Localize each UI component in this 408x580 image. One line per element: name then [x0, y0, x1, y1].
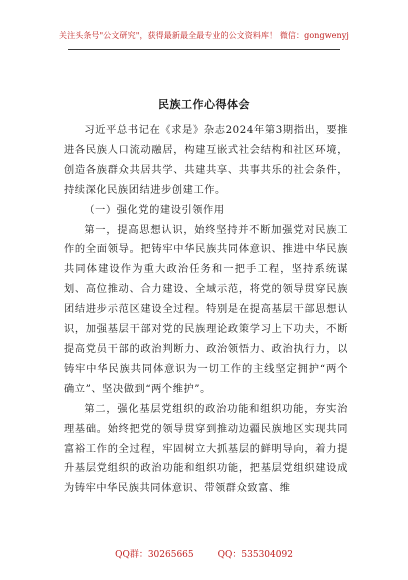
body-paragraph-second: 第二，强化基层党组织的政治功能和组织功能，夯实治理基础。始终把党的领导贯穿到推动边疆民族地区实现共同富裕工作的全过程，牢固树立大抓基层的鲜明导向，着力提升基层党组织的政治功能和组织功能，把基层党组织建设成为铸牢中华民族共同体意识、带领群众致富、维 [64, 403, 348, 495]
document-body [64, 121, 348, 499]
section-heading: （一）强化党的建设引领作用 [84, 204, 225, 216]
footer-qq-number: QQ：535304092 [217, 550, 293, 560]
footer-qq-group: QQ群：30265665 [115, 550, 194, 560]
body-paragraph-first: 第一，提高思想认识，始终坚持并不断加强党对民族工作的全面领导。把铸牢中华民族共同体意识、推进中华民族共同体建设作为重大政治任务和一把手工程，坚持系统谋划、高位推动、合力建设、全域示范，将党的领导贯穿民族团结进步示范区建设全过程。特别是在提高基层干部思想认识，加强基层干部对党的民族理论政策学习上下功夫，不断提高党员干部的政治判断力、政治领悟力、政治执行力，以铸牢中华民族共同体意识为一切工作的主线坚定拥护“两个确立”、坚决做到“两个维护”。 [64, 224, 348, 395]
intro-paragraph: 习近平总书记在《求是》杂志2024年第3期指出，要推进各民族人口流动融居，构建互嵌式社会结构和社区环境，创造各族群众共居共学、共建共享、共事共乐的社会条件，持续深化民族团结进步创建工作。 [64, 125, 348, 196]
header-divider [68, 49, 340, 50]
header-banner: 关注头条号"公文研究"，获得最新最全最专业的公文资料库！ 微信：gongwenyj [59, 31, 349, 40]
document-title: 民族工作心得体会 [158, 98, 250, 111]
footer-contacts [0, 547, 408, 560]
